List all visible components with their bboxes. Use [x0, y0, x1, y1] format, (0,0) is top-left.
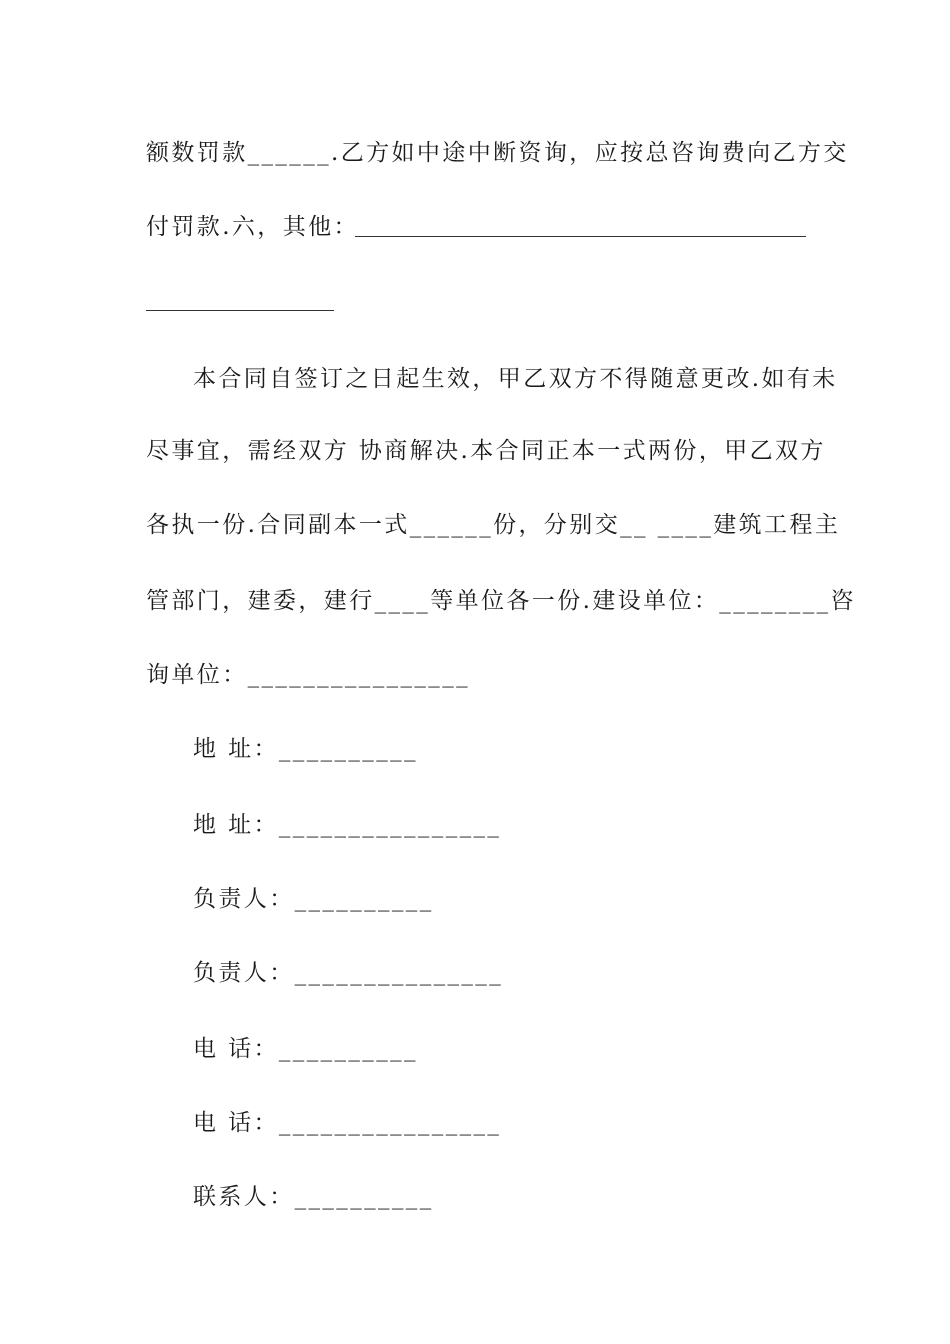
text-line-8: 询单位：________________ [146, 662, 470, 688]
field-person-in-charge-1: 负责人：__________ [193, 886, 434, 912]
text-line-5: 尽事宜，需经双方 协商解决.本合同正本一式两份，甲乙双方 [146, 438, 826, 464]
text-line-7: 管部门，建委，建行____等单位各一份.建设单位：________咨 [146, 588, 856, 614]
text-line-1: 额数罚款______.乙方如中途中断资询，应按总咨询费向乙方交 [146, 140, 849, 166]
field-contact-1: 联系人：__________ [193, 1184, 434, 1210]
text-line-4: 本合同自签订之日起生效，甲乙双方不得随意更改.如有未 [193, 366, 838, 392]
field-address-2: 地 址：________________ [193, 812, 502, 838]
field-phone-1: 电 话：__________ [193, 1036, 418, 1062]
text-line-2: 付罚款.六，其他： [146, 214, 359, 240]
field-person-in-charge-2: 负责人：_______________ [193, 960, 504, 986]
blank-rule-other-continued [146, 310, 334, 311]
field-address-1: 地 址：__________ [193, 736, 418, 762]
field-phone-2: 电 话：________________ [193, 1110, 502, 1136]
blank-rule-other [355, 236, 806, 237]
text-line-6: 各执一份.合同副本一式______份，分别交__ ____建筑工程主 [146, 512, 841, 538]
